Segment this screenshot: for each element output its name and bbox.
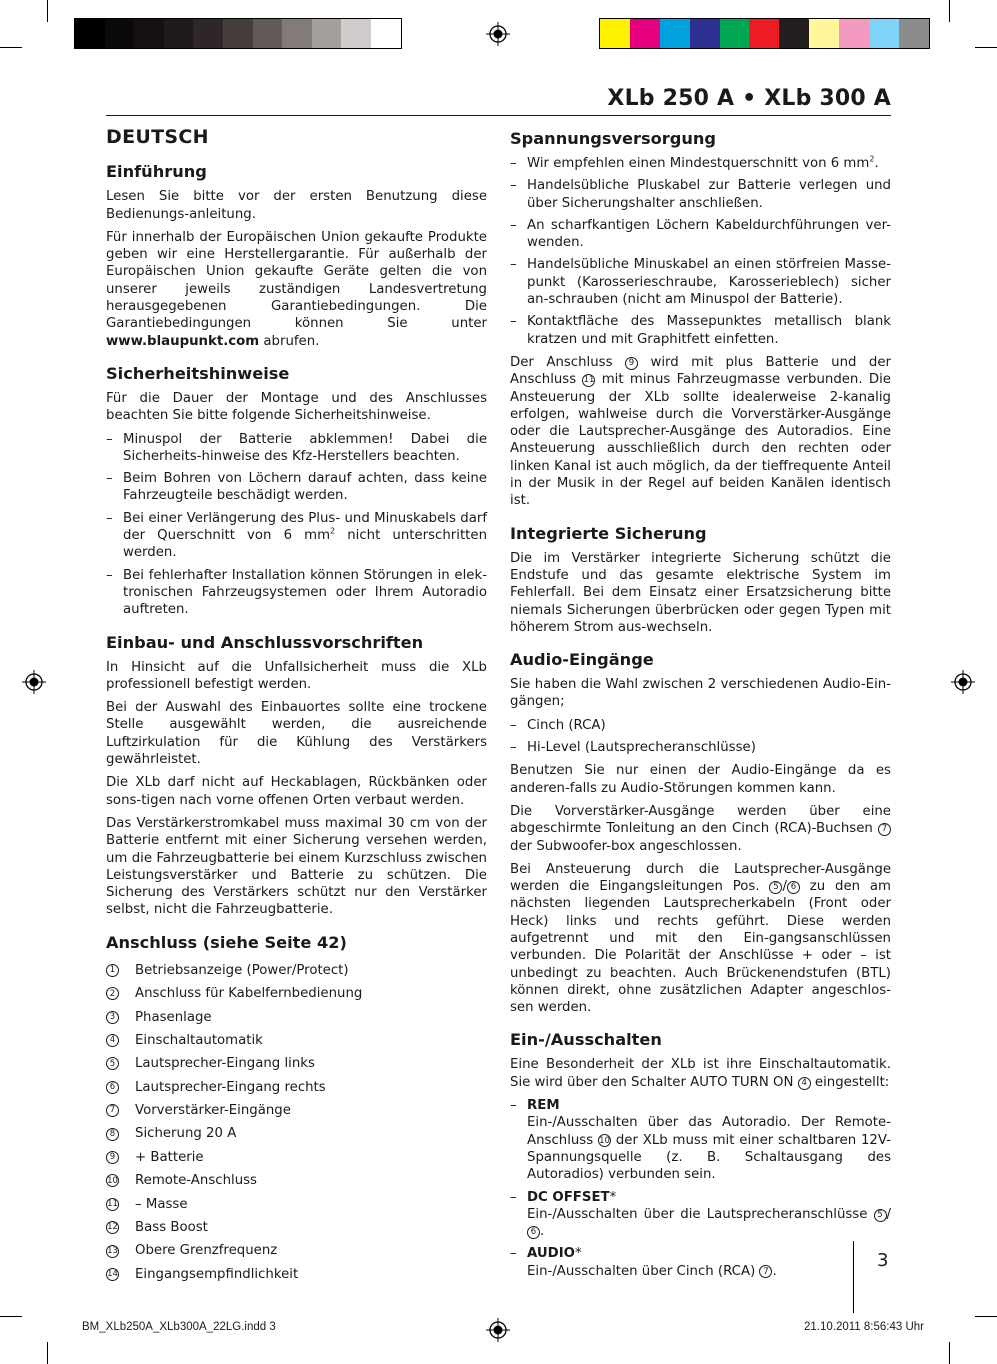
connection-item: 10 Remote-Anschluss: [107, 1173, 257, 1189]
gray-swatch-1: [105, 19, 135, 48]
circled-number: 4: [798, 1077, 811, 1090]
connection-item: 5 Lautsprecher-Eingang links: [106, 1052, 487, 1075]
paragraph: Für die Dauer der Montage und des Anschlusses beachten Sie bitte folgende Sicherheitshinweise.: [106, 390, 487, 424]
color-swatch-9: [869, 19, 899, 48]
circled-number: 12: [107, 1222, 118, 1233]
circled-number: 13: [107, 1245, 118, 1256]
list-item: – Beim Bohren von Löchern darauf achten, dass keine Fahrzeugteile beschädigt werden.: [106, 470, 487, 505]
paragraph: Das Verstärkerstromkabel muss maximal 30 cm von der Batterie entfernt mit einer Sicherung versehen werden, um die Fahrzeugbatterie bei einem Kurzschluss zwischen Leistungsverstärker und Batterie zu schützen. Die Sicherung des Verstärkers schützt nur den Verstärker selbst, nicht die Fahrzeugbatterie.: [106, 815, 487, 918]
color-swatch-7: [809, 19, 839, 48]
section-heading: Einführung: [106, 162, 207, 182]
circled-number: 11: [107, 1199, 118, 1210]
circled-number: 7: [106, 1104, 119, 1117]
list-item: – Bei einer Verlängerung des Plus- und Minuskabels darf der Querschnitt von 6 $mm^2$ nicht unterschritten werden.: [106, 510, 487, 562]
section-connection: [106, 933, 487, 1286]
list-item: – Minuspol der Batterie abklemmen! Dabei die Sicherheits-hinweise des Kfz-Herstellers beachten.: [106, 431, 487, 466]
color-swatch-4: [720, 19, 750, 48]
registration-mark-icon: [486, 1318, 510, 1342]
section-safety: [106, 364, 487, 619]
circled-number: 10: [599, 1135, 610, 1146]
gray-swatch-4: [193, 19, 223, 48]
list-item: – Wir empfehlen einen Mindestquerschnitt von 6 $mm^2$.: [510, 155, 891, 172]
page-number-rule: [853, 1241, 854, 1313]
registration-mark-icon: [486, 22, 510, 46]
gray-swatch-0: [75, 19, 105, 48]
circled-number: 6: [527, 1226, 540, 1239]
section-heading: Sicherheitshinweise: [106, 363, 290, 383]
circled-number: 6: [787, 881, 800, 894]
color-swatch-6: [779, 19, 809, 48]
list-item: – Cinch (RCA): [510, 717, 891, 734]
section-heading: Anschluss (siehe Seite 42): [106, 932, 347, 952]
circled-number: 5: [769, 881, 782, 894]
section-switching: [510, 1030, 891, 1280]
section-heading: Ein-/Ausschalten: [510, 1030, 662, 1050]
circled-number: 11: [583, 375, 595, 386]
section-installation: [106, 633, 487, 919]
paragraph: Die im Verstärker integrierte Sicherung schützt die Endstufe und das gesamte elektrische System im Fehlerfall. Bei dem Einsatz einer Ersatzsicherung bitte niemals Sicherungen überbrücken oder gegen Typen mit höherem Strom aus-wechseln.: [510, 550, 891, 635]
section-introduction: [106, 162, 487, 350]
gray-swatch-6: [253, 19, 283, 48]
gray-swatch-9: [341, 19, 371, 48]
circled-number: 9: [625, 357, 638, 370]
connection-item: 6 Lautsprecher-Eingang rechts: [106, 1076, 487, 1099]
paragraph: Benutzen Sie nur einen der Audio-Eingänge da es anderen-falls zu Audio-Störungen kommen kann.: [510, 763, 891, 796]
left-column: [106, 127, 487, 1300]
circled-number: 4: [106, 1034, 119, 1047]
circled-number: 7: [878, 823, 891, 836]
paragraph: Eine Besonderheit der XLb ist ihre Einschaltautomatik. Sie wird über den Schalter AUTO TURN ON 4 eingestellt:: [510, 1057, 891, 1090]
connection-list: [106, 959, 487, 1286]
color-swatch-3: [690, 19, 720, 48]
list-item: – An scharfkantigen Löchern Kabeldurchführungen ver-wenden.: [510, 217, 891, 252]
gray-swatch-8: [312, 19, 342, 48]
header-rule: [106, 115, 891, 116]
paragraph: Lesen Sie bitte vor der ersten Benutzung diese Bedienungs-anleitung.: [106, 189, 487, 222]
gray-swatch-5: [223, 19, 253, 48]
circled-number: 10: [107, 1175, 118, 1186]
circled-number: 1: [106, 964, 119, 977]
list-item: – Handelsübliche Pluskabel zur Batterie verlegen und über Sicherungshalter anschließen.: [510, 177, 891, 212]
section-power-supply: [510, 129, 891, 510]
paragraph: Für innerhalb der Europäischen Union gekaufte Produkte geben wir eine Herstellergarantie. Für außerhalb der Europäischen Union gekaufte Geräte gelten die von unserer jeweils zuständigen Landesvertretung herausgegebenen Garantiebedingungen. Die Garantiebedingungen können Sie unter www.blaupunkt.com abrufen.: [106, 229, 487, 349]
safety-list: [106, 431, 487, 619]
connection-item: 7 Vorverstärker-Eingänge: [106, 1099, 487, 1122]
section-fuse: [510, 524, 891, 636]
mode-dc-offset: – DC OFFSET* Ein-/Ausschalten über die Lautsprecheranschlüsse 5 /6 .: [510, 1189, 891, 1241]
gray-swatch-2: [134, 19, 164, 48]
slug-file-name: BM_XLb250A_XLb300A_22LG.indd 3: [82, 1321, 276, 1333]
page-number: 3: [877, 1250, 889, 1271]
color-swatch-0: [600, 19, 630, 48]
registration-mark-icon: [22, 670, 46, 694]
connection-item: 2 Anschluss für Kabelfernbedienung: [106, 982, 487, 1005]
connection-item: 13 Obere Grenzfrequenz: [107, 1243, 278, 1259]
paragraph: Der Anschluss 9 wird mit plus Batterie und der Anschluss 11 mit minus Fahrzeugmasse verbunden. Die Ansteuerung der XLb sollte idealerweise 2-kanalig erfolgen, wahlweise durch die Vorverstärker-Ausgänge oder die Lautsprecher-Ausgänge des Autoradios. Eine Ansteuerung ausschließlich durch den rechten oder linken Kanal ist auch möglich, da der tieffrequente Anteil in der Musik in der Regel auf beiden Kanälen identisch ist.: [510, 354, 891, 509]
section-heading: Audio-Eingänge: [510, 650, 654, 670]
gray-swatch-10: [371, 19, 401, 48]
circled-number: 5: [874, 1209, 887, 1222]
gray-swatch-3: [164, 19, 194, 48]
power-list: [510, 155, 891, 348]
circled-number: 2: [106, 987, 119, 1000]
section-audio-inputs: [510, 650, 891, 1016]
circled-number: 9: [106, 1151, 119, 1164]
process-color-bar: [599, 18, 930, 49]
paragraph: Sie haben die Wahl zwischen 2 verschiedenen Audio-Ein-gängen;: [510, 677, 891, 710]
connection-item: 4 Einschaltautomatik: [106, 1029, 487, 1052]
connection-item: 3 Phasenlage: [106, 1005, 487, 1028]
registration-mark-icon: [951, 670, 975, 694]
paragraph: Bei der Auswahl des Einbauortes sollte eine trockene Stelle ausgewählt werden, die ausreichende Luftzirkulation für die Kühlung des Verstärkers gewährleistet.: [106, 700, 487, 768]
circled-number: 7: [759, 1265, 772, 1278]
slug-date: 21.10.2011 8:56:43 Uhr: [804, 1321, 924, 1333]
section-heading: Integrierte Sicherung: [510, 523, 707, 543]
section-heading: Spannungsversorgung: [510, 129, 716, 148]
mode-audio: – AUDIO* Ein-/Ausschalten über Cinch (RCA) 7 .: [510, 1245, 891, 1280]
paragraph: Die Vorverstärker-Ausgänge werden über eine abgeschirmte Tonleitung an den Cinch (RCA)-Buchsen 7 der Subwoofer-box angeschlossen.: [510, 803, 891, 854]
connection-item: 1 Betriebsanzeige (Power/Protect): [106, 959, 487, 982]
color-swatch-8: [839, 19, 869, 48]
connection-item: 14 Eingangsempfindlichkeit: [107, 1266, 299, 1282]
circled-number: 14: [107, 1269, 118, 1280]
connection-item: 11 – Masse: [107, 1196, 188, 1212]
circled-number: 8: [106, 1128, 119, 1141]
list-item: – Handelsübliche Minuskabel an einen störfreien Masse-punkt (Karosserieschraube, Karosserieblech) sicher an-schrauben (nicht am Minuspol der Batterie).: [510, 256, 891, 308]
circled-number: 3: [106, 1011, 119, 1024]
right-column: [510, 127, 891, 1294]
language-heading: DEUTSCH: [106, 126, 209, 148]
color-swatch-5: [749, 19, 779, 48]
grayscale-color-bar: [74, 18, 402, 49]
gray-swatch-7: [282, 19, 312, 48]
paragraph: Bei Ansteuerung durch die Lautsprecher-Ausgänge werden die Eingangsleitungen Pos. 5 / 6 zu den am nächsten liegenden Lautsprecherkabeln (Front oder Heck) links und rechts geführt. Diese werden aufgetrennt und mit den Ein-gangsanschlüssen verbunden. Die Polarität der Anschlüsse + oder – ist unbedingt zu beachten. Auch Brückenendstufen (BTL) können direkt, ohne zusätzlichen Adapter angeschlos-sen werden.: [510, 861, 891, 1016]
color-swatch-1: [630, 19, 660, 48]
connection-item: 12 Bass Boost: [107, 1220, 208, 1236]
connection-item: 9 + Batterie: [106, 1146, 487, 1169]
paragraph: In Hinsicht auf die Unfallsicherheit muss die XLb professionell befestigt werden.: [106, 659, 487, 692]
paragraph: Die XLb darf nicht auf Heckablagen, Rückbänken oder sons-tigen nach vorne offenen Orten verbaut werden.: [106, 775, 487, 808]
color-swatch-10: [899, 19, 929, 48]
switching-mode-list: [510, 1097, 891, 1280]
section-heading: Einbau- und Anschlussvorschriften: [106, 632, 424, 652]
circled-number: 6: [106, 1081, 119, 1094]
circled-number: 5: [106, 1057, 119, 1070]
model-title: XLb 250 A • XLb 300 A: [607, 86, 891, 111]
connection-item: 8 Sicherung 20 A: [106, 1122, 487, 1145]
color-swatch-2: [660, 19, 690, 48]
list-item: – Hi-Level (Lautsprecheranschlüsse): [510, 739, 891, 756]
list-item: – Bei fehlerhafter Installation können Störungen in elek-tronischen Fahrzeugsystemen oder Ihrem Autoradio auftreten.: [106, 567, 487, 619]
list-item: – Kontaktfläche des Massepunktes metallisch blank kratzen und mit Graphitfett einfetten.: [510, 313, 891, 348]
website-link[interactable]: www.blaupunkt.com: [106, 333, 260, 349]
mode-rem: – REM Ein-/Ausschalten über das Autoradio. Der Remote-Anschluss 10 der XLb muss mit einer schaltbaren 12V-Spannungsquelle (z. B. Schaltausgang des Autoradios) verbunden sein.: [510, 1097, 891, 1183]
audio-input-list: [510, 717, 891, 757]
